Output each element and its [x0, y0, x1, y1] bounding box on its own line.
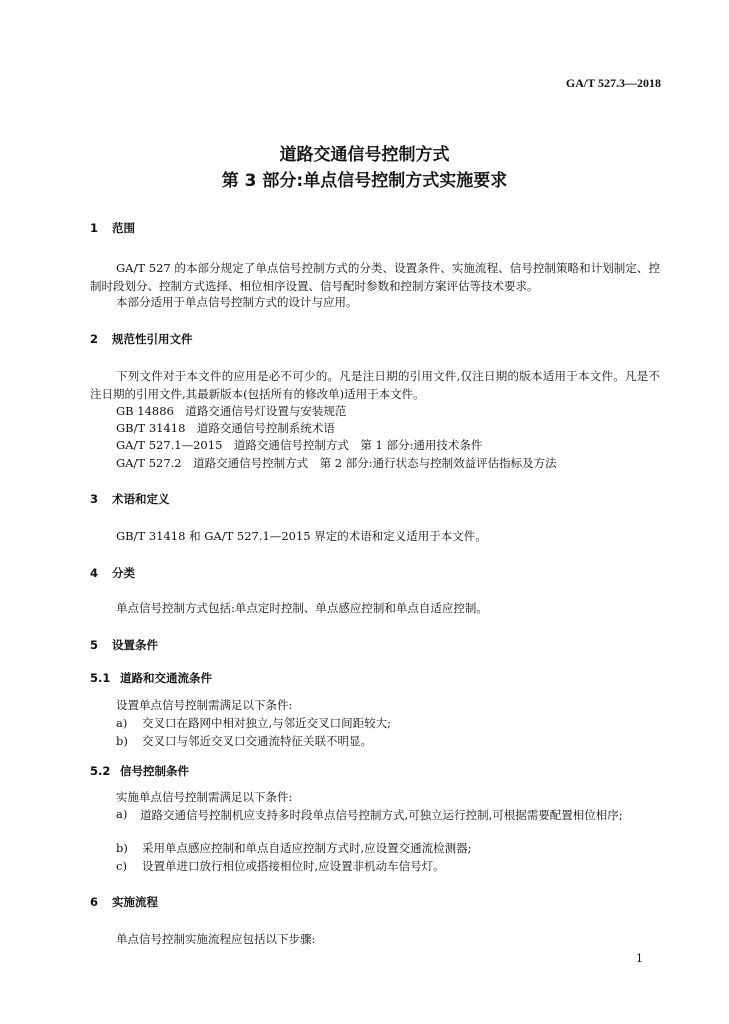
section-title: 规范性引用文件: [112, 332, 193, 346]
section-number: 5: [90, 638, 99, 652]
subsection-title: 信号控制条件: [120, 764, 189, 778]
reference-item: GA/T 527.1—2015 道路交通信号控制方式 第 1 部分:通用技术条件: [116, 438, 483, 452]
section-number: 4: [90, 566, 99, 580]
reference-item: GB/T 31418 道路交通信号控制系统术语: [116, 421, 335, 435]
section-number: 6: [90, 895, 99, 909]
list-marker: b): [116, 841, 128, 855]
list-item: [116, 733, 372, 749]
section-1-heading: [90, 220, 135, 236]
section-1-paragraph-1: GA/T 527 的本部分规定了单点信号控制方式的分类、设置条件、实施流程、信号控制策略和计划制定、控制时段划分、控制方式选择、相位相序设置、信号配时参数和控制方案评估等技术要求。: [90, 261, 660, 293]
section-5-heading: [90, 637, 158, 653]
list-marker: b): [116, 734, 128, 748]
subsection-number: 5.2: [90, 764, 111, 778]
document-title-line2: 第 3 部分:单点信号控制方式实施要求: [221, 171, 508, 191]
section-4-heading: [90, 565, 135, 581]
list-item-text: 交叉口在路网中相对独立,与邻近交叉口间距较大;: [142, 716, 392, 730]
section-6-heading: [90, 894, 158, 910]
section-title: 术语和定义: [112, 492, 170, 506]
subsection-5-1-heading: [90, 670, 212, 686]
section-number: 2: [90, 332, 99, 346]
section-number: 3: [90, 492, 99, 506]
section-3-paragraph-1: GB/T 31418 和 GA/T 527.1—2015 界定的术语和定义适用于本文件。: [116, 529, 487, 543]
list-item-text: 道路交通信号控制机应支持多时段单点信号控制方式,可独立运行控制,可根据需要配置相位相序;: [140, 808, 623, 822]
list-item-text: 设置单进口放行相位或搭接相位时,应设置非机动车信号灯。: [142, 859, 445, 873]
section-title: 范围: [112, 221, 135, 235]
section-3-heading: [90, 491, 170, 507]
list-marker: a): [116, 716, 128, 730]
section-1-paragraph-2: 本部分适用于单点信号控制方式的设计与应用。: [116, 295, 358, 309]
section-2-heading: [90, 331, 193, 347]
reference-item: GA/T 527.2 道路交通信号控制方式 第 2 部分:通行状态与控制效益评估指标及方法: [116, 456, 557, 470]
list-item-text: 采用单点感应控制和单点自适应控制方式时,应设置交通流检测器;: [142, 841, 472, 855]
subsection-5-1-intro: 设置单点信号控制需满足以下条件:: [116, 698, 293, 712]
list-item: [116, 858, 445, 874]
reference-item: GB 14886 道路交通信号灯设置与安装规范: [116, 404, 347, 418]
list-marker: c): [116, 859, 127, 873]
section-title: 分类: [112, 566, 135, 580]
section-4-paragraph-1: 单点信号控制方式包括:单点定时控制、单点感应控制和单点自适应控制。: [116, 601, 488, 615]
list-item-text: 交叉口与邻近交叉口交通流特征关联不明显。: [142, 734, 372, 748]
section-title: 设置条件: [112, 638, 158, 652]
subsection-5-2-heading: [90, 763, 189, 779]
section-title: 实施流程: [112, 895, 158, 909]
section-2-paragraph-1: 下列文件对于本文件的应用是必不可少的。凡是注日期的引用文件,仅注日期的版本适用于本文件。凡是不注日期的引用文件,其最新版本(包括所有的修改单)适用于本文件。: [90, 369, 660, 401]
list-item: [116, 840, 472, 856]
subsection-number: 5.1: [90, 671, 111, 685]
subsection-5-2-intro: 实施单点信号控制需满足以下条件:: [116, 790, 293, 804]
section-number: 1: [90, 221, 99, 235]
section-6-paragraph-1: 单点信号控制实施流程应包括以下步骤:: [116, 932, 316, 946]
page-number: 1: [636, 952, 643, 965]
document-title-line1: 道路交通信号控制方式: [279, 145, 450, 165]
standard-code: GA/T 527.3—2018: [565, 76, 661, 90]
list-marker: a): [116, 807, 128, 821]
list-item: [116, 715, 391, 731]
subsection-title: 道路和交通流条件: [120, 671, 212, 685]
